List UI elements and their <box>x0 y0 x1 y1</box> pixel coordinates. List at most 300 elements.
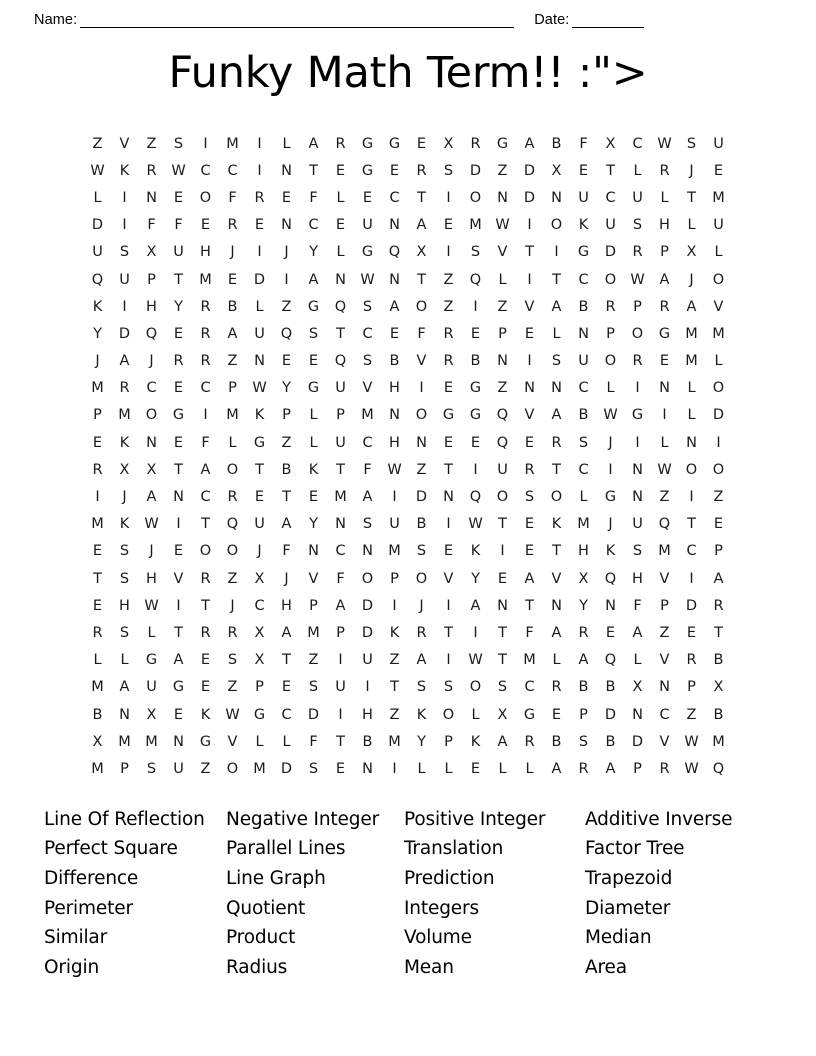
grid-letter[interactable]: G <box>361 135 374 152</box>
grid-letter[interactable]: J <box>284 570 289 587</box>
grid-letter[interactable]: X <box>254 624 265 641</box>
grid-letter[interactable]: M <box>712 325 725 342</box>
grid-letter[interactable]: I <box>473 624 478 641</box>
grid-letter[interactable]: A <box>524 570 535 587</box>
grid-letter[interactable]: E <box>200 217 211 234</box>
grid-letter[interactable]: E <box>92 597 103 614</box>
grid-letter[interactable]: L <box>633 652 642 669</box>
grid-letter[interactable]: I <box>122 298 127 315</box>
grid-letter[interactable]: G <box>199 733 212 750</box>
grid-letter[interactable]: O <box>604 271 617 288</box>
grid-letter[interactable]: O <box>712 461 725 478</box>
grid-letter[interactable]: S <box>119 543 130 560</box>
grid-letter[interactable]: L <box>417 760 426 777</box>
grid-letter[interactable]: D <box>604 706 617 723</box>
grid-letter[interactable]: E <box>659 353 670 370</box>
grid-letter[interactable]: A <box>416 217 427 234</box>
grid-letter[interactable]: R <box>335 135 346 152</box>
grid-letter[interactable]: I <box>473 461 478 478</box>
grid-letter[interactable]: T <box>687 189 696 206</box>
grid-letter[interactable]: R <box>200 570 211 587</box>
grid-letter[interactable]: U <box>362 217 373 234</box>
grid-letter[interactable]: G <box>469 380 482 397</box>
word-bank-item[interactable]: Parallel Lines <box>226 838 346 860</box>
grid-letter[interactable]: G <box>631 407 644 424</box>
grid-letter[interactable]: B <box>416 516 427 533</box>
grid-letter[interactable]: J <box>419 597 424 614</box>
grid-letter[interactable]: S <box>551 353 562 370</box>
grid-letter[interactable]: J <box>95 353 100 370</box>
grid-letter[interactable]: M <box>118 733 131 750</box>
grid-letter[interactable]: M <box>118 407 131 424</box>
grid-letter[interactable]: M <box>388 733 401 750</box>
grid-letter[interactable]: O <box>712 380 725 397</box>
grid-letter[interactable]: I <box>527 353 532 370</box>
grid-letter[interactable]: G <box>361 244 374 261</box>
grid-letter[interactable]: E <box>551 706 562 723</box>
grid-letter[interactable]: B <box>578 298 589 315</box>
grid-letter[interactable]: F <box>309 189 318 206</box>
grid-letter[interactable]: P <box>390 570 399 587</box>
grid-letter[interactable]: J <box>284 244 289 261</box>
word-bank-item[interactable]: Mean <box>404 957 454 979</box>
grid-letter[interactable]: E <box>605 624 616 641</box>
grid-letter[interactable]: R <box>551 679 562 696</box>
grid-letter[interactable]: A <box>227 325 238 342</box>
grid-letter[interactable]: Z <box>443 298 454 315</box>
grid-letter[interactable]: E <box>362 189 373 206</box>
grid-letter[interactable]: A <box>173 652 184 669</box>
grid-letter[interactable]: H <box>119 597 130 614</box>
grid-letter[interactable]: E <box>335 760 346 777</box>
grid-letter[interactable]: X <box>578 570 589 587</box>
grid-letter[interactable]: E <box>443 380 454 397</box>
name-field[interactable] <box>34 13 514 28</box>
grid-letter[interactable]: J <box>689 271 694 288</box>
grid-letter[interactable]: O <box>469 189 482 206</box>
grid-letter[interactable]: Q <box>604 570 617 587</box>
word-bank-item[interactable]: Factor Tree <box>585 838 685 860</box>
grid-letter[interactable]: L <box>147 624 156 641</box>
grid-letter[interactable]: T <box>525 597 534 614</box>
grid-letter[interactable]: G <box>604 489 617 506</box>
grid-letter[interactable]: L <box>255 733 264 750</box>
grid-letter[interactable]: J <box>608 516 613 533</box>
grid-letter[interactable]: N <box>551 380 562 397</box>
grid-letter[interactable]: D <box>712 407 725 424</box>
grid-letter[interactable]: E <box>173 380 184 397</box>
grid-letter[interactable]: X <box>146 706 157 723</box>
grid-letter[interactable]: C <box>200 162 211 179</box>
word-search-grid[interactable] <box>84 130 732 783</box>
grid-letter[interactable]: L <box>579 489 588 506</box>
grid-letter[interactable]: G <box>658 325 671 342</box>
grid-letter[interactable]: P <box>498 325 507 342</box>
grid-letter[interactable]: P <box>309 597 318 614</box>
word-bank-item[interactable]: Positive Integer <box>404 808 546 830</box>
grid-letter[interactable]: T <box>309 162 318 179</box>
grid-letter[interactable]: M <box>307 624 320 641</box>
grid-letter[interactable]: B <box>605 733 616 750</box>
grid-letter[interactable]: S <box>524 489 535 506</box>
grid-letter[interactable]: R <box>146 162 157 179</box>
grid-letter[interactable]: I <box>284 271 289 288</box>
grid-letter[interactable]: R <box>659 162 670 179</box>
grid-letter[interactable]: F <box>633 597 642 614</box>
grid-letter[interactable]: D <box>415 489 428 506</box>
grid-letter[interactable]: W <box>630 271 645 288</box>
grid-letter[interactable]: L <box>93 189 102 206</box>
grid-letter[interactable]: O <box>469 679 482 696</box>
grid-letter[interactable]: E <box>416 135 427 152</box>
grid-letter[interactable]: E <box>173 189 184 206</box>
grid-letter[interactable]: D <box>523 189 536 206</box>
grid-letter[interactable]: U <box>335 679 346 696</box>
word-bank-item[interactable]: Perimeter <box>44 897 133 919</box>
grid-letter[interactable]: N <box>551 597 562 614</box>
word-bank-item[interactable]: Radius <box>226 957 288 979</box>
grid-letter[interactable]: A <box>497 733 508 750</box>
grid-letter[interactable]: M <box>199 271 212 288</box>
grid-letter[interactable]: E <box>200 679 211 696</box>
grid-letter[interactable]: Q <box>388 244 401 261</box>
grid-letter[interactable]: P <box>444 733 453 750</box>
grid-letter[interactable]: A <box>713 570 724 587</box>
grid-letter[interactable]: R <box>578 624 589 641</box>
grid-letter[interactable]: P <box>228 380 237 397</box>
grid-letter[interactable]: S <box>146 760 157 777</box>
grid-letter[interactable]: R <box>659 760 670 777</box>
grid-letter[interactable]: P <box>120 760 129 777</box>
grid-letter[interactable]: D <box>631 733 644 750</box>
grid-letter[interactable]: H <box>146 298 157 315</box>
grid-letter[interactable]: V <box>227 733 238 750</box>
grid-letter[interactable]: T <box>336 325 345 342</box>
grid-letter[interactable]: R <box>578 760 589 777</box>
grid-letter[interactable]: D <box>253 271 266 288</box>
word-bank-item[interactable]: Trapezoid <box>585 867 673 889</box>
grid-letter[interactable]: U <box>254 325 265 342</box>
grid-letter[interactable]: T <box>390 679 399 696</box>
grid-letter[interactable]: N <box>254 353 265 370</box>
word-bank-item[interactable]: Product <box>226 927 296 949</box>
grid-letter[interactable]: O <box>199 189 212 206</box>
grid-letter[interactable]: I <box>392 760 397 777</box>
grid-letter[interactable]: W <box>360 271 375 288</box>
grid-letter[interactable]: S <box>173 135 184 152</box>
grid-letter[interactable]: V <box>659 733 670 750</box>
grid-letter[interactable]: R <box>632 244 643 261</box>
grid-letter[interactable]: G <box>172 679 185 696</box>
grid-letter[interactable]: K <box>308 461 319 478</box>
grid-letter[interactable]: A <box>551 624 562 641</box>
grid-letter[interactable]: Z <box>659 489 670 506</box>
grid-letter[interactable]: W <box>657 135 672 152</box>
grid-letter[interactable]: N <box>146 434 157 451</box>
grid-letter[interactable]: W <box>225 706 240 723</box>
grid-letter[interactable]: C <box>524 679 535 696</box>
grid-letter[interactable]: M <box>91 380 104 397</box>
grid-letter[interactable]: I <box>257 162 262 179</box>
grid-letter[interactable]: N <box>173 489 184 506</box>
grid-letter[interactable]: X <box>605 135 616 152</box>
grid-letter[interactable]: L <box>687 380 696 397</box>
grid-letter[interactable]: X <box>254 570 265 587</box>
grid-letter[interactable]: A <box>146 489 157 506</box>
grid-letter[interactable]: W <box>603 407 618 424</box>
grid-letter[interactable]: C <box>578 461 589 478</box>
grid-letter[interactable]: M <box>712 733 725 750</box>
grid-letter[interactable]: L <box>498 760 507 777</box>
grid-letter[interactable]: E <box>470 434 481 451</box>
grid-letter[interactable]: L <box>552 652 561 669</box>
grid-letter[interactable]: B <box>578 679 589 696</box>
grid-letter[interactable]: K <box>92 298 103 315</box>
grid-letter[interactable]: E <box>308 353 319 370</box>
grid-letter[interactable]: Z <box>308 652 319 669</box>
grid-letter[interactable]: E <box>524 516 535 533</box>
grid-letter[interactable]: Z <box>389 706 400 723</box>
grid-letter[interactable]: U <box>632 516 643 533</box>
grid-letter[interactable]: C <box>362 434 373 451</box>
grid-letter[interactable]: L <box>552 325 561 342</box>
grid-letter[interactable]: F <box>228 189 237 206</box>
grid-letter[interactable]: N <box>686 434 697 451</box>
grid-letter[interactable]: Z <box>200 760 211 777</box>
grid-letter[interactable]: V <box>524 407 535 424</box>
grid-letter[interactable]: F <box>525 624 534 641</box>
grid-letter[interactable]: X <box>497 706 508 723</box>
grid-letter[interactable]: Z <box>389 652 400 669</box>
grid-letter[interactable]: E <box>200 652 211 669</box>
grid-letter[interactable]: T <box>336 461 345 478</box>
grid-letter[interactable]: V <box>173 570 184 587</box>
grid-letter[interactable]: L <box>525 760 534 777</box>
grid-letter[interactable]: T <box>525 244 534 261</box>
grid-letter[interactable]: O <box>199 543 212 560</box>
grid-letter[interactable]: R <box>227 217 238 234</box>
grid-letter[interactable]: S <box>470 244 481 261</box>
grid-letter[interactable]: S <box>362 516 373 533</box>
grid-letter[interactable]: E <box>254 217 265 234</box>
grid-letter[interactable]: R <box>470 135 481 152</box>
grid-letter[interactable]: F <box>309 733 318 750</box>
grid-letter[interactable]: X <box>416 244 427 261</box>
grid-letter[interactable]: M <box>577 516 590 533</box>
grid-letter[interactable]: O <box>415 570 428 587</box>
grid-letter[interactable]: S <box>119 624 130 641</box>
grid-letter[interactable]: X <box>443 135 454 152</box>
grid-letter[interactable]: L <box>687 407 696 424</box>
grid-letter[interactable]: D <box>280 760 293 777</box>
grid-letter[interactable]: S <box>416 543 427 560</box>
grid-letter[interactable]: C <box>200 380 211 397</box>
grid-letter[interactable]: W <box>684 733 699 750</box>
grid-letter[interactable]: P <box>606 325 615 342</box>
grid-letter[interactable]: H <box>281 597 292 614</box>
grid-letter[interactable]: A <box>416 652 427 669</box>
word-bank-item[interactable]: Median <box>585 927 652 949</box>
grid-letter[interactable]: N <box>632 489 643 506</box>
grid-letter[interactable]: I <box>338 706 343 723</box>
grid-letter[interactable]: E <box>524 543 535 560</box>
grid-letter[interactable]: E <box>335 162 346 179</box>
grid-letter[interactable]: G <box>145 652 158 669</box>
grid-letter[interactable]: Y <box>309 244 318 261</box>
grid-letter[interactable]: N <box>389 407 400 424</box>
grid-letter[interactable]: U <box>632 189 643 206</box>
grid-letter[interactable]: I <box>446 189 451 206</box>
grid-letter[interactable]: U <box>713 135 724 152</box>
grid-letter[interactable]: M <box>361 407 374 424</box>
grid-letter[interactable]: Z <box>686 706 697 723</box>
grid-letter[interactable]: R <box>605 298 616 315</box>
grid-letter[interactable]: V <box>416 353 427 370</box>
grid-letter[interactable]: X <box>92 733 103 750</box>
grid-letter[interactable]: O <box>631 325 644 342</box>
grid-letter[interactable]: S <box>578 434 589 451</box>
date-field[interactable] <box>534 13 644 28</box>
grid-letter[interactable]: K <box>416 706 427 723</box>
grid-letter[interactable]: D <box>604 244 617 261</box>
grid-letter[interactable]: R <box>686 652 697 669</box>
grid-letter[interactable]: C <box>227 162 238 179</box>
grid-letter[interactable]: I <box>689 489 694 506</box>
grid-letter[interactable]: P <box>282 407 291 424</box>
grid-letter[interactable]: V <box>497 244 508 261</box>
grid-letter[interactable]: A <box>659 271 670 288</box>
grid-letter[interactable]: N <box>659 380 670 397</box>
grid-letter[interactable]: W <box>387 461 402 478</box>
grid-letter[interactable]: N <box>308 543 319 560</box>
grid-letter[interactable]: N <box>335 271 346 288</box>
grid-letter[interactable]: B <box>227 298 238 315</box>
grid-letter[interactable]: M <box>91 760 104 777</box>
grid-letter[interactable]: P <box>147 271 156 288</box>
grid-letter[interactable]: J <box>149 543 154 560</box>
grid-letter[interactable]: N <box>362 543 373 560</box>
grid-letter[interactable]: P <box>336 407 345 424</box>
grid-letter[interactable]: L <box>606 380 615 397</box>
grid-letter[interactable]: L <box>687 217 696 234</box>
grid-letter[interactable]: G <box>469 407 482 424</box>
grid-letter[interactable]: W <box>684 760 699 777</box>
grid-letter[interactable]: Z <box>659 624 670 641</box>
grid-letter[interactable]: I <box>446 652 451 669</box>
grid-letter[interactable]: L <box>660 189 669 206</box>
grid-letter[interactable]: M <box>388 543 401 560</box>
grid-letter[interactable]: E <box>713 516 724 533</box>
grid-letter[interactable]: R <box>92 624 103 641</box>
grid-letter[interactable]: E <box>254 489 265 506</box>
word-bank-item[interactable]: Similar <box>44 927 108 949</box>
grid-letter[interactable]: R <box>200 325 211 342</box>
grid-letter[interactable]: G <box>442 407 455 424</box>
grid-letter[interactable]: T <box>174 461 183 478</box>
grid-letter[interactable]: D <box>685 597 698 614</box>
grid-letter[interactable]: H <box>578 543 589 560</box>
grid-letter[interactable]: L <box>336 189 345 206</box>
grid-letter[interactable]: E <box>173 434 184 451</box>
word-bank-item[interactable]: Line Graph <box>226 867 326 889</box>
grid-letter[interactable]: S <box>632 543 643 560</box>
grid-letter[interactable]: E <box>578 162 589 179</box>
grid-letter[interactable]: N <box>497 189 508 206</box>
grid-letter[interactable]: N <box>389 271 400 288</box>
grid-letter[interactable]: I <box>392 597 397 614</box>
grid-letter[interactable]: R <box>92 461 103 478</box>
grid-letter[interactable]: C <box>659 706 670 723</box>
grid-letter[interactable]: Z <box>497 380 508 397</box>
grid-letter[interactable]: K <box>389 624 400 641</box>
word-bank-item[interactable]: Volume <box>404 927 472 949</box>
word-bank-item[interactable]: Negative Integer <box>226 808 380 830</box>
grid-letter[interactable]: E <box>227 271 238 288</box>
grid-letter[interactable]: I <box>635 380 640 397</box>
grid-letter[interactable]: I <box>392 489 397 506</box>
grid-letter[interactable]: A <box>200 461 211 478</box>
grid-letter[interactable]: N <box>416 434 427 451</box>
grid-letter[interactable]: S <box>362 298 373 315</box>
grid-letter[interactable]: P <box>579 706 588 723</box>
word-bank-item[interactable]: Perfect Square <box>44 838 178 860</box>
grid-letter[interactable]: R <box>551 434 562 451</box>
grid-letter[interactable]: E <box>686 624 697 641</box>
word-bank-item[interactable]: Integers <box>404 897 479 919</box>
grid-letter[interactable]: R <box>254 189 265 206</box>
grid-letter[interactable]: I <box>446 244 451 261</box>
grid-letter[interactable]: F <box>174 217 183 234</box>
grid-letter[interactable]: Y <box>579 597 588 614</box>
grid-letter[interactable]: M <box>658 543 671 560</box>
grid-letter[interactable]: A <box>632 624 643 641</box>
grid-letter[interactable]: O <box>145 407 158 424</box>
grid-letter[interactable]: L <box>336 244 345 261</box>
grid-letter[interactable]: M <box>226 135 239 152</box>
grid-letter[interactable]: M <box>91 516 104 533</box>
grid-letter[interactable]: Z <box>497 298 508 315</box>
grid-letter[interactable]: U <box>713 217 724 234</box>
grid-letter[interactable]: T <box>552 461 561 478</box>
grid-letter[interactable]: A <box>362 489 373 506</box>
grid-letter[interactable]: L <box>633 162 642 179</box>
grid-letter[interactable]: T <box>255 461 264 478</box>
grid-letter[interactable]: Q <box>469 271 482 288</box>
grid-letter[interactable]: R <box>524 461 535 478</box>
grid-letter[interactable]: A <box>605 760 616 777</box>
grid-letter[interactable]: T <box>444 461 453 478</box>
grid-letter[interactable]: D <box>523 162 536 179</box>
grid-letter[interactable]: I <box>689 570 694 587</box>
grid-letter[interactable]: P <box>336 624 345 641</box>
grid-letter[interactable]: I <box>122 217 127 234</box>
grid-letter[interactable]: M <box>685 325 698 342</box>
grid-letter[interactable]: I <box>527 271 532 288</box>
grid-letter[interactable]: R <box>227 624 238 641</box>
grid-letter[interactable]: R <box>173 353 184 370</box>
grid-letter[interactable]: S <box>308 760 319 777</box>
grid-letter[interactable]: X <box>686 244 697 261</box>
grid-letter[interactable]: L <box>660 434 669 451</box>
grid-letter[interactable]: C <box>200 489 211 506</box>
grid-letter[interactable]: K <box>254 407 265 424</box>
grid-letter[interactable]: C <box>254 597 265 614</box>
grid-letter[interactable]: Q <box>145 325 158 342</box>
grid-letter[interactable]: L <box>282 733 291 750</box>
grid-letter[interactable]: B <box>578 407 589 424</box>
grid-letter[interactable]: T <box>552 271 561 288</box>
grid-letter[interactable]: O <box>442 706 455 723</box>
